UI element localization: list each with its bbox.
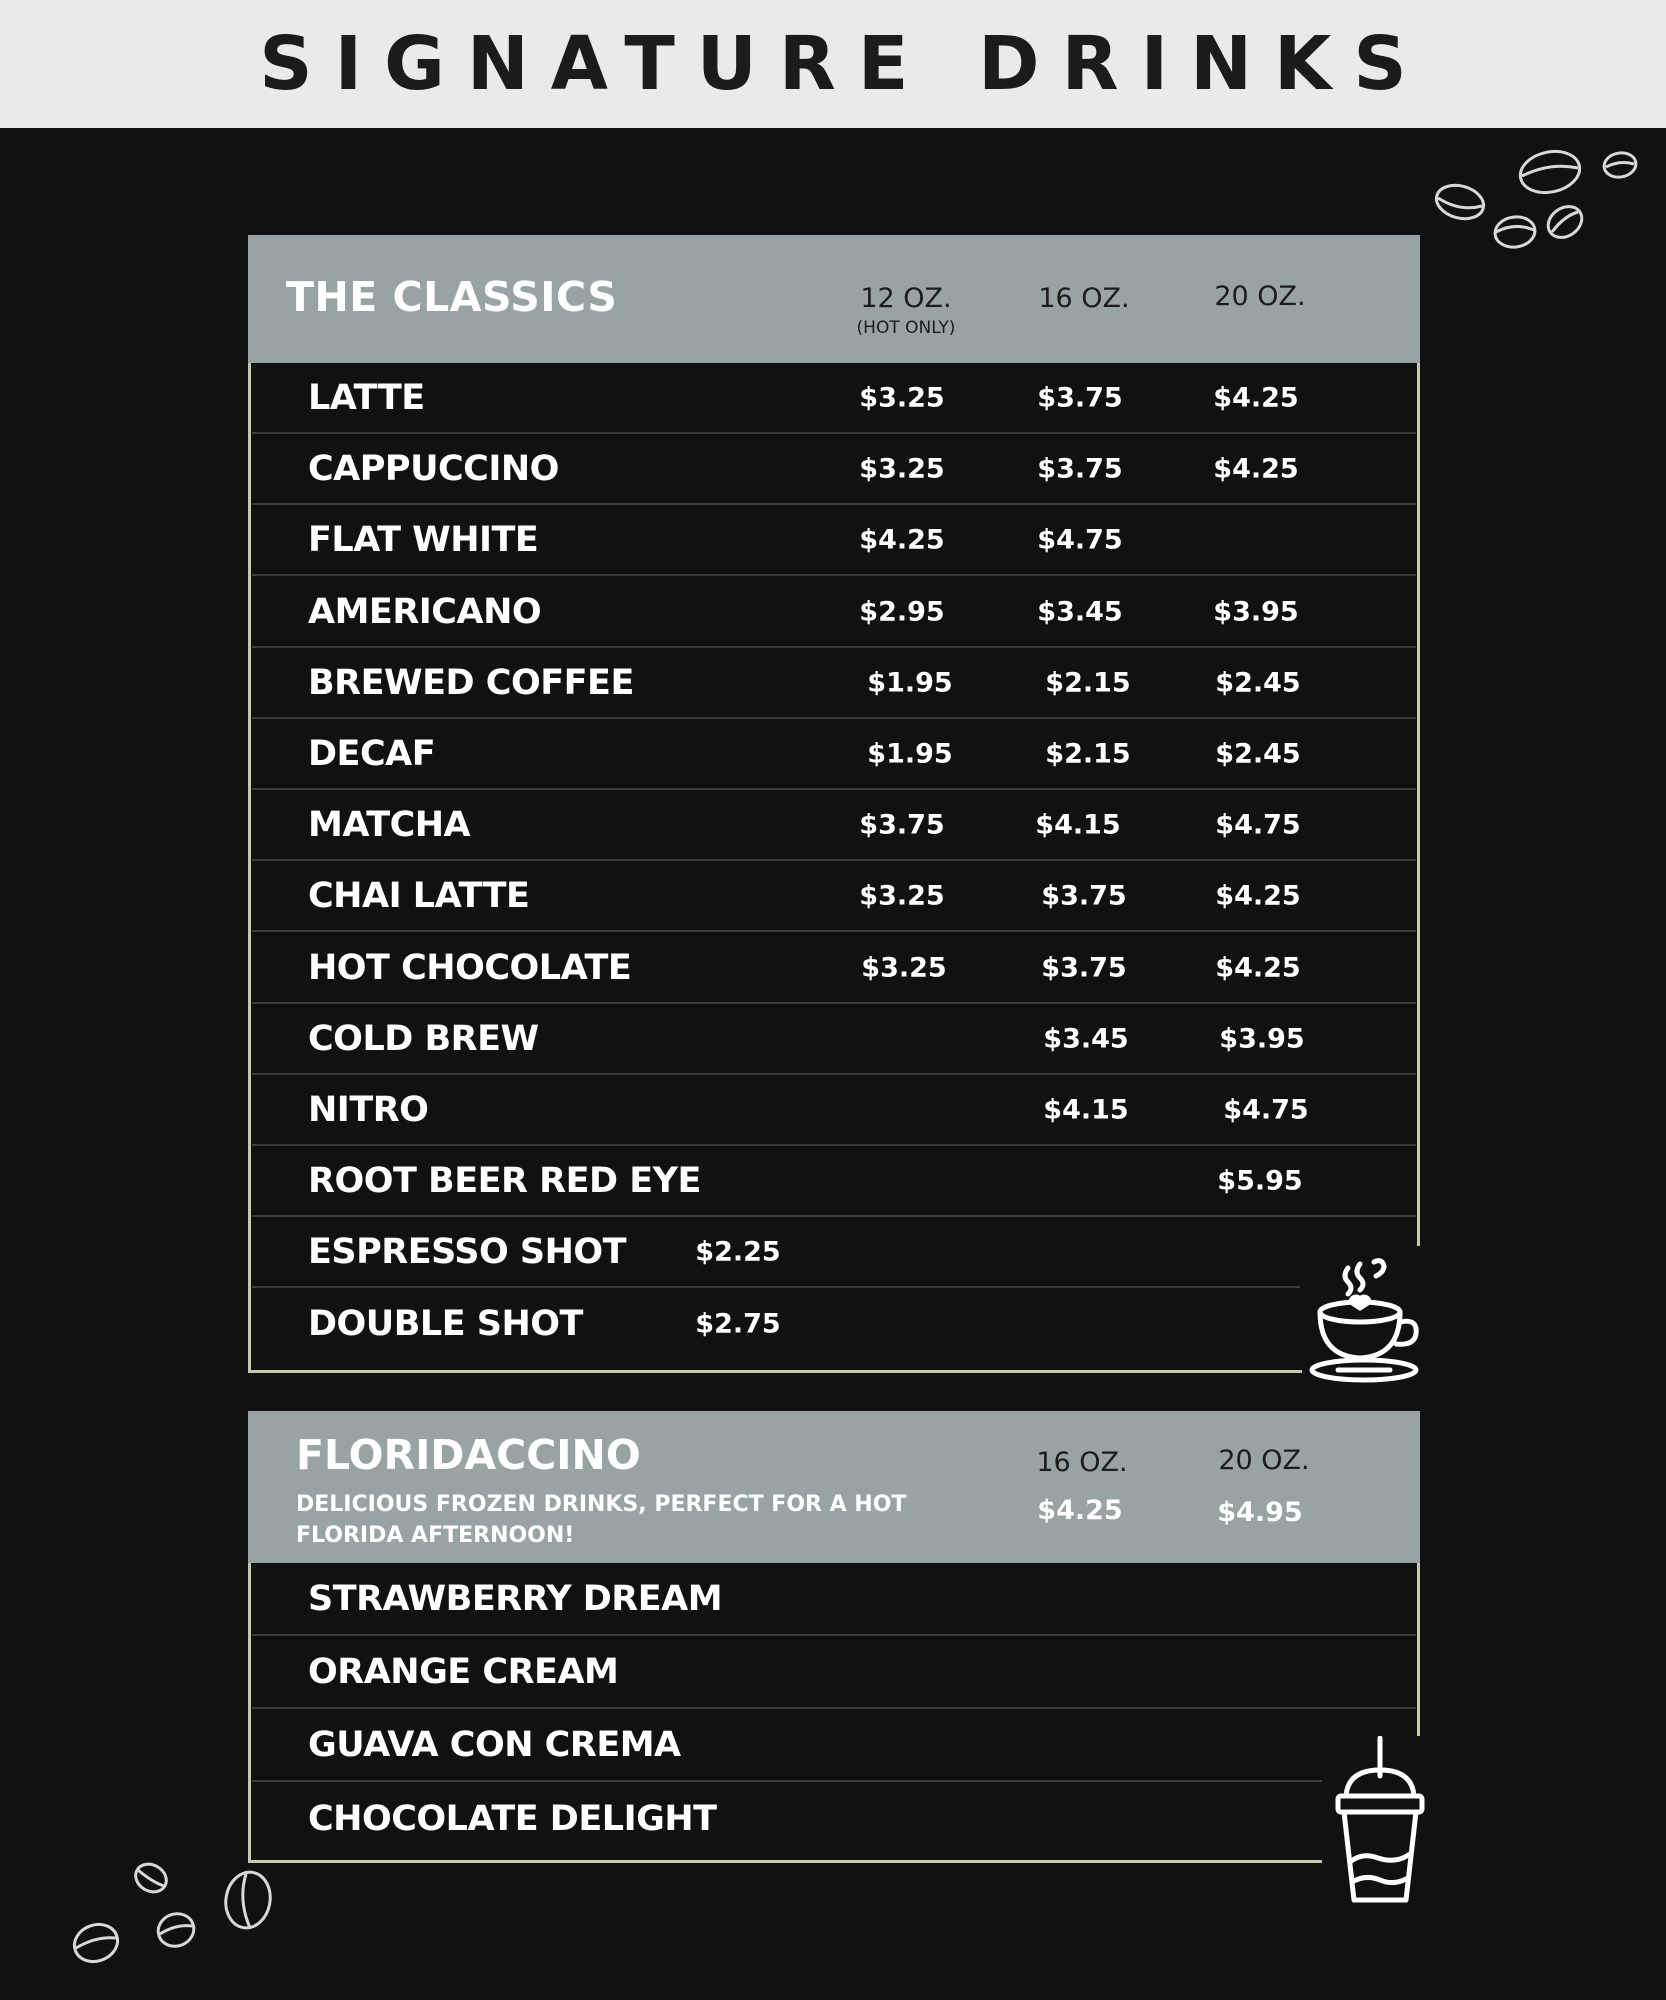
- price-20oz: $2.45: [1215, 738, 1301, 769]
- menu-row: [252, 434, 1416, 505]
- price-16oz: $3.75: [1037, 453, 1123, 484]
- price-12oz: $3.75: [859, 809, 945, 840]
- drink-name: COLD BREW: [308, 1018, 539, 1059]
- drink-name: FLAT WHITE: [308, 519, 539, 560]
- size-12oz-header: [826, 283, 986, 338]
- drink-name: NITRO: [308, 1089, 429, 1130]
- classics-title: THE CLASSICS: [286, 273, 618, 321]
- price-20oz: $5.95: [1217, 1165, 1303, 1196]
- classics-section: [248, 235, 1420, 1373]
- price-12oz: $1.95: [867, 738, 953, 769]
- classics-header: [248, 235, 1420, 363]
- menu-row: [252, 933, 1416, 1004]
- menu-row: [252, 1217, 1300, 1288]
- floridaccino-header: [248, 1411, 1420, 1563]
- drink-name: HOT CHOCOLATE: [308, 947, 632, 988]
- menu-row: [252, 1709, 1322, 1782]
- menu-row: [252, 790, 1416, 861]
- price-20oz: $4.25: [1213, 453, 1299, 484]
- title-banner: [0, 0, 1666, 128]
- price-20oz: $2.45: [1215, 667, 1301, 698]
- drink-name: AMERICANO: [308, 591, 542, 632]
- price-16oz: $4.15: [1043, 1094, 1129, 1125]
- price-20oz: $4.75: [1223, 1094, 1309, 1125]
- drink-name: CHOCOLATE DELIGHT: [308, 1798, 717, 1839]
- size-note: (HOT ONLY): [856, 318, 956, 338]
- menu-row: [252, 1782, 1322, 1855]
- size-16oz-header: [1004, 283, 1164, 314]
- floridaccino-section: [248, 1411, 1420, 1863]
- drink-name: DOUBLE SHOT: [308, 1303, 583, 1344]
- price-12oz: $1.95: [867, 667, 953, 698]
- size-16oz-header: 16 OZ.: [1036, 1447, 1128, 1478]
- drink-name: STRAWBERRY DREAM: [308, 1578, 723, 1619]
- price-16oz: $4.15: [1035, 809, 1121, 840]
- drink-name: MATCHA: [308, 804, 471, 845]
- size-20oz-header: [1180, 281, 1340, 312]
- menu-row: [252, 1288, 1300, 1359]
- price-16oz: $2.15: [1045, 738, 1131, 769]
- menu-row: [252, 1563, 1416, 1636]
- menu-row: [252, 1636, 1416, 1709]
- price-20oz: $4.25: [1213, 382, 1299, 413]
- menu-row: [252, 363, 1416, 434]
- coffee-beans-icon: [66, 1848, 286, 1978]
- shot-price: $2.25: [695, 1236, 781, 1267]
- drink-name: ORANGE CREAM: [308, 1651, 619, 1692]
- price-20oz: $4.25: [1215, 880, 1301, 911]
- size-label: 20 OZ.: [1214, 281, 1306, 312]
- price-12oz: $2.95: [859, 596, 945, 627]
- price-20oz: $4.25: [1215, 952, 1301, 983]
- size-label: 16 OZ.: [1038, 283, 1130, 314]
- menu-row: [252, 1004, 1416, 1075]
- menu-row: [252, 577, 1416, 648]
- price-16oz: $4.75: [1037, 524, 1123, 555]
- price-16oz: $3.45: [1043, 1023, 1129, 1054]
- price-12oz: $3.25: [859, 382, 945, 413]
- size-label: 12 OZ.: [860, 283, 952, 314]
- coffee-cup-icon: [1302, 1246, 1440, 1396]
- price-12oz: $3.25: [861, 952, 947, 983]
- price-12oz: $3.25: [859, 453, 945, 484]
- floridaccino-description: DELICIOUS FROZEN DRINKS, PERFECT FOR A HOT FLORIDA AFTERNOON!: [296, 1492, 907, 1548]
- price-16oz: $3.75: [1041, 880, 1127, 911]
- price-16oz: $4.25: [1037, 1495, 1123, 1526]
- menu-row: [252, 1146, 1416, 1217]
- price-16oz: $2.15: [1045, 667, 1131, 698]
- menu-row: [252, 648, 1416, 719]
- price-20oz: $3.95: [1219, 1023, 1305, 1054]
- frozen-drink-cup-icon: [1322, 1736, 1438, 1912]
- drink-name: ESPRESSO SHOT: [308, 1231, 627, 1272]
- menu-row: [252, 505, 1416, 576]
- price-20oz: $4.75: [1215, 809, 1301, 840]
- shot-price: $2.75: [695, 1308, 781, 1339]
- floridaccino-title: FLORIDACCINO: [296, 1431, 641, 1479]
- drink-name: LATTE: [308, 377, 425, 418]
- drink-name: CAPPUCCINO: [308, 448, 559, 489]
- menu-row: [252, 719, 1416, 790]
- size-20oz-header: 20 OZ.: [1218, 1445, 1310, 1476]
- menu-row: [252, 861, 1416, 932]
- price-20oz: $3.95: [1213, 596, 1299, 627]
- menu-row: [252, 1075, 1416, 1146]
- page-title: SIGNATURE DRINKS: [259, 21, 1429, 107]
- price-16oz: $3.45: [1037, 596, 1123, 627]
- price-12oz: $3.25: [859, 880, 945, 911]
- price-12oz: $4.25: [859, 524, 945, 555]
- coffee-beans-icon: [1430, 140, 1650, 260]
- drink-name: BREWED COFFEE: [308, 662, 634, 703]
- drink-name: CHAI LATTE: [308, 875, 530, 916]
- drink-name: ROOT BEER RED EYE: [308, 1160, 701, 1201]
- drink-name: DECAF: [308, 733, 436, 774]
- price-16oz: $3.75: [1037, 382, 1123, 413]
- drink-name: GUAVA CON CREMA: [308, 1724, 681, 1765]
- price-20oz: $4.95: [1217, 1497, 1303, 1528]
- price-16oz: $3.75: [1041, 952, 1127, 983]
